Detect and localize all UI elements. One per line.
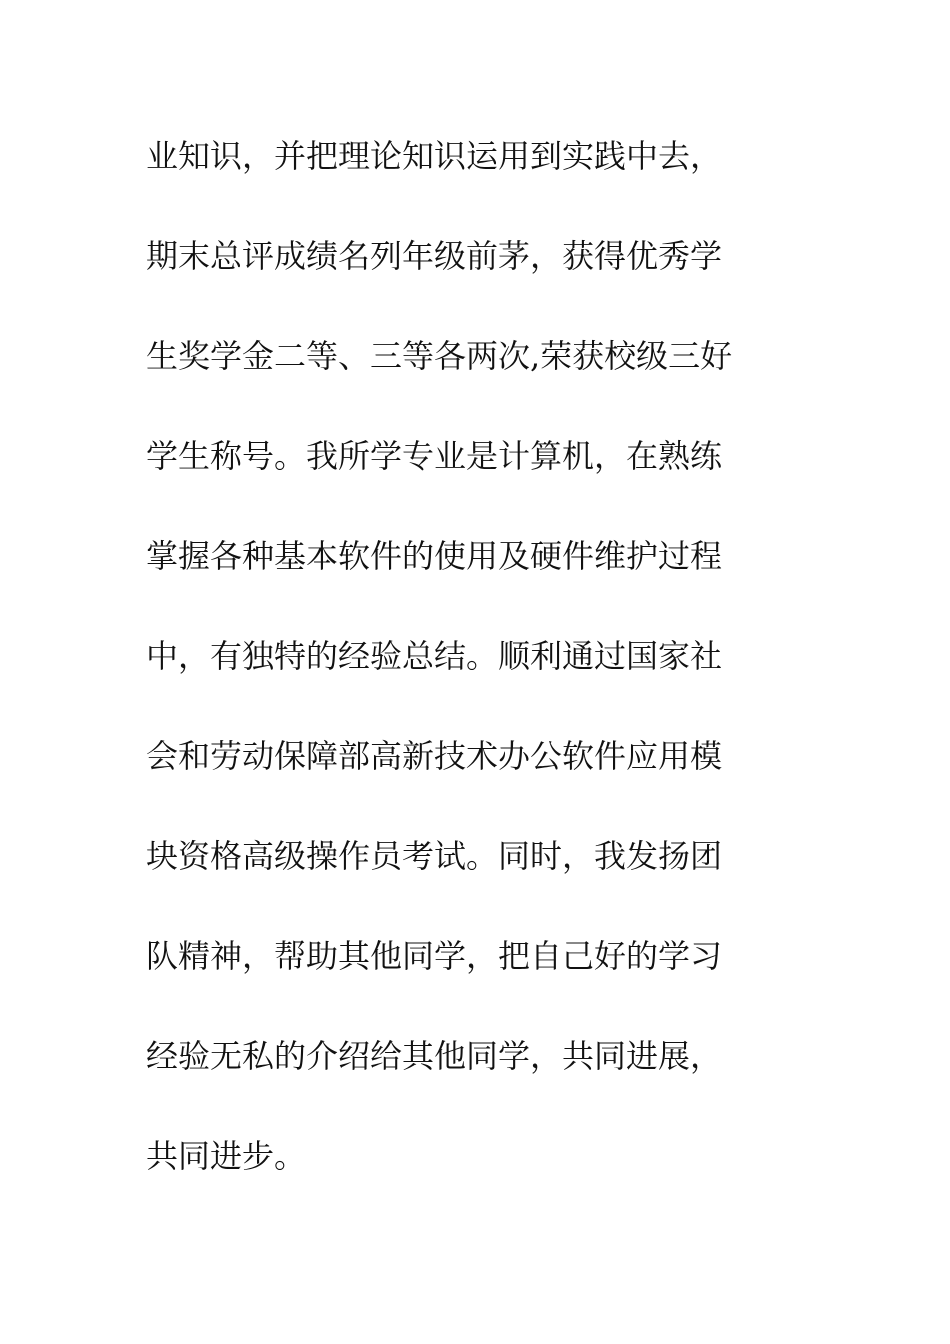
- body-paragraph: [146, 124, 866, 1224]
- paragraph-line: 掌握各种基本软件的使用及硬件维护过程: [146, 537, 723, 575]
- paragraph-line: 生奖学金二等、三等各两次,荣获校级三好: [146, 337, 733, 375]
- paragraph-line: 学生称号。我所学专业是计算机，在熟练: [146, 437, 723, 475]
- paragraph-line: 业知识，并把理论知识运用到实践中去，: [146, 137, 723, 175]
- paragraph-line: 中，有独特的经验总结。顺利通过国家社: [146, 637, 723, 675]
- paragraph-line: 队精神，帮助其他同学，把自己好的学习: [146, 937, 723, 975]
- paragraph-line: 共同进步。: [146, 1137, 307, 1175]
- paragraph-line: 会和劳动保障部高新技术办公软件应用模: [146, 737, 723, 775]
- paragraph-line: 期末总评成绩名列年级前茅，获得优秀学: [146, 237, 723, 275]
- paragraph-line: 块资格高级操作员考试。同时，我发扬团: [146, 837, 723, 875]
- paragraph-line: 经验无私的介绍给其他同学，共同进展，: [146, 1037, 723, 1075]
